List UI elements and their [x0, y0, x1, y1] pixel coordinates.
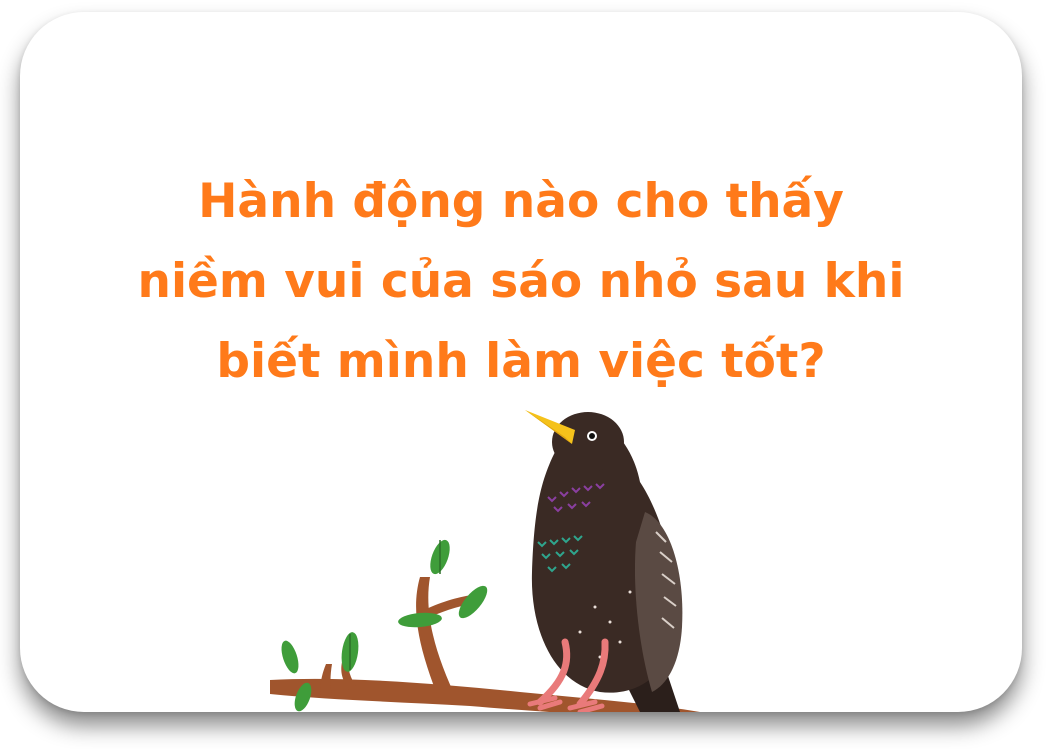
question-line-1: Hành động nào cho thấy	[198, 174, 844, 229]
bird-illustration	[20, 12, 1022, 712]
question-line-3: biết mình làm việc tốt?	[216, 334, 826, 389]
question-line-2: niềm vui của sáo nhỏ sau khi	[137, 254, 905, 309]
starling-bird	[525, 410, 682, 712]
question-card	[20, 12, 1022, 712]
